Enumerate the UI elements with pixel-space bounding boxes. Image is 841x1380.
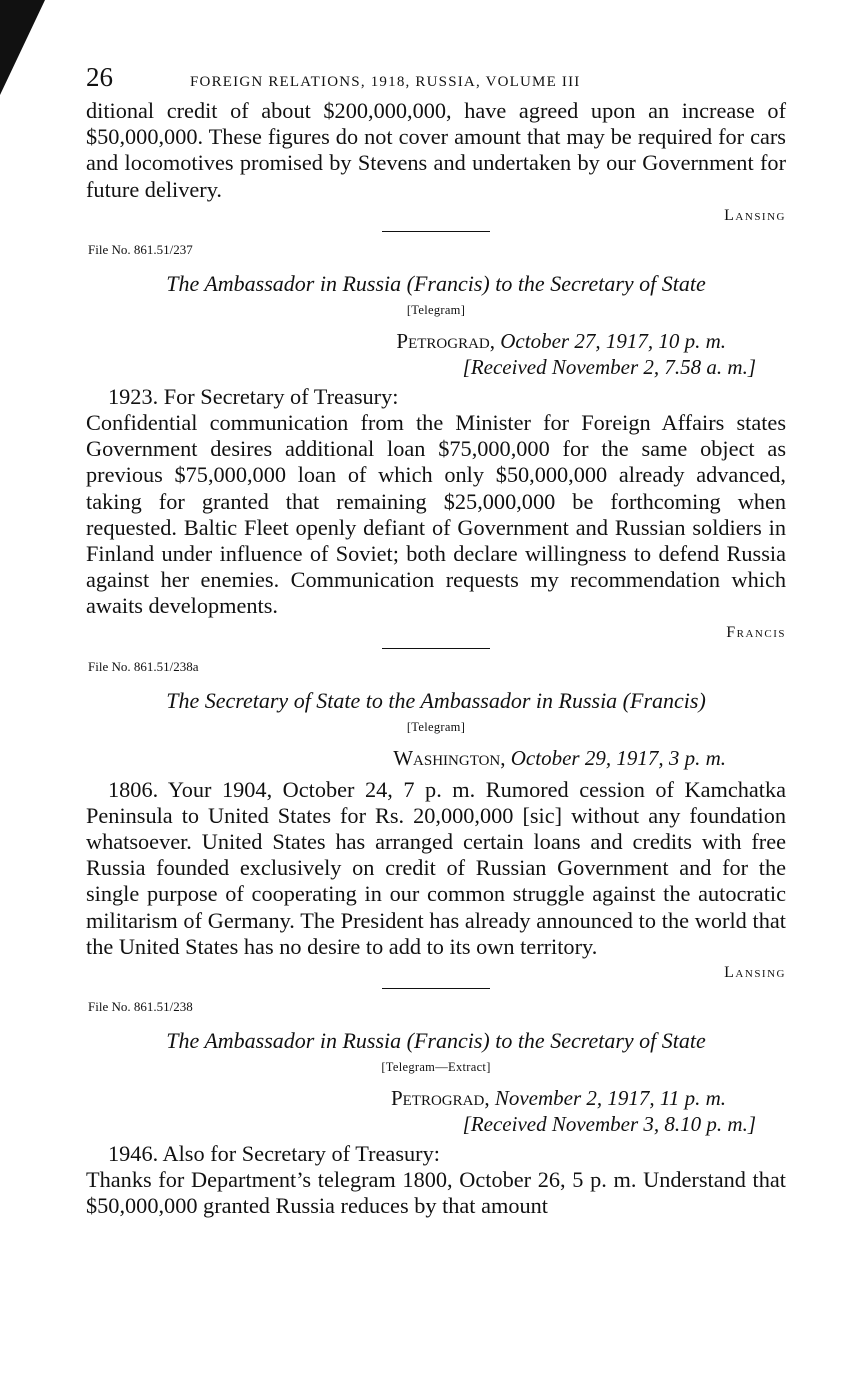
section-divider [382,231,490,232]
dateline-place: Petrograd, [396,328,496,353]
document-title: The Ambassador in Russia (Francis) to the Secretary of State [166,270,706,296]
dateline [86,328,786,354]
document-type: [Telegram] [406,302,466,317]
telegram-number-line: 1946. Also for Secretary of Treasury: [108,1141,440,1167]
telegram-number-line: 1923. For Secretary of Treasury: [108,383,399,409]
file-number: File No. 861.51/238a [88,658,199,674]
received-note: [Received November 2, 7.58 a. m.] [462,354,756,379]
file-number: File No. 861.51/237 [88,241,193,257]
signature-lansing: Lansing [724,206,786,224]
document-title: The Secretary of State to the Ambassador in Russia (Francis) [166,687,706,713]
telegram-body: Confidential communication from the Minister for Foreign Affairs states Government desires additional loan $75,000,000 for the same object as previous $75,000,000 loan of which only $50,000,000 already advanced, taking for granted that remaining $25,000,000 be forthcoming when requested. Baltic Fleet openly defiant of Government and Russian soldiers in Finland under influence of Soviet; both declare willingness to defend Russia against her enemies. Communication requests my recommendation which awaits developments. [86,410,786,619]
section-divider [382,648,490,649]
document-page [86,62,786,1220]
received-note: [Received November 3, 8.10 p. m.] [462,1112,756,1137]
continuation-text: ditional credit of about $200,000,000, have agreed upon an increase of $50,000,000. These figures do not cover amount that may be required for cars and locomotives promised by Stevens and undertaken by our Government for future delivery. [86,98,786,202]
running-title: FOREIGN RELATIONS, 1918, RUSSIA, VOLUME III [190,74,581,90]
dateline [86,1085,786,1111]
page-corner-mark [0,0,45,95]
page-header [86,62,786,98]
dateline-place: Washington, [393,745,506,770]
dateline-time: October 27, 1917, 10 p. m. [500,328,726,353]
document-title: The Ambassador in Russia (Francis) to the Secretary of State [166,1028,706,1054]
dateline-time: October 29, 1917, 3 p. m. [510,745,726,770]
file-number: File No. 861.51/238 [88,999,193,1015]
section-divider [382,988,490,989]
page-number: 26 [86,62,113,92]
telegram-body: Thanks for Department’s telegram 1800, October 26, 5 p. m. Understand that $50,000,000 granted Russia reduces by that amount [86,1167,786,1219]
dateline [86,745,786,771]
dateline-time: November 2, 1917, 11 p. m. [494,1086,726,1111]
telegram-body: 1806. Your 1904, October 24, 7 p. m. Rumored cession of Kamchatka Peninsula to United States for Rs. 20,000,000 [sic] without any foundation whatsoever. United States has arranged certain loans and credits with free Russia founded exclusively on credit of Russian Government and for the single purpose of cooperating in our common struggle against the autocratic militarism of Germany. The President has already announced to the world that the United States has no desire to add to its own territory. [86,776,786,959]
document-type: [Telegram] [406,719,466,734]
signature-francis: Francis [726,623,786,641]
document-type: [Telegram—Extract] [381,1060,491,1075]
signature-lansing: Lansing [724,964,786,982]
dateline-place: Petrograd, [390,1086,490,1111]
